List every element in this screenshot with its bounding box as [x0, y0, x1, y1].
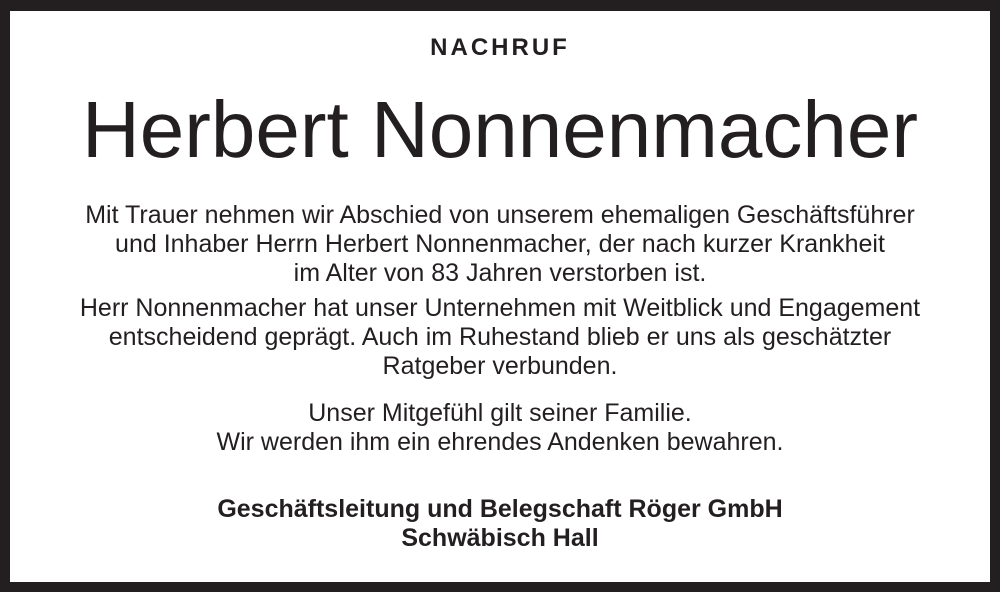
- obituary-line: im Alter von 83 Jahren verstorben ist.: [293, 259, 707, 287]
- obituary-paragraph-1: [85, 201, 915, 288]
- nachruf-label: NACHRUF: [430, 34, 570, 61]
- obituary-paragraph-3: [216, 399, 783, 457]
- signature-company-line: Geschäftsleitung und Belegschaft Röger GmbH: [217, 495, 783, 523]
- signature-block: [217, 495, 782, 553]
- obituary-line: Wir werden ihm ein ehrendes Andenken bewahren.: [216, 428, 784, 456]
- deceased-name: Herbert Nonnenmacher: [82, 85, 918, 174]
- obituary-line: Ratgeber verbunden.: [382, 352, 618, 380]
- obituary-line: und Inhaber Herrn Herbert Nonnenmacher, der nach kurzer Krankheit: [115, 230, 885, 258]
- obituary-line: Mit Trauer nehmen wir Abschied von unserem ehemaligen Geschäftsführer: [85, 201, 915, 229]
- obituary-line: Herr Nonnenmacher hat unser Unternehmen mit Weitblick und Engagement: [79, 294, 921, 322]
- signature-city-line: Schwäbisch Hall: [401, 524, 599, 552]
- obituary-line: Unser Mitgefühl gilt seiner Familie.: [308, 399, 692, 427]
- obituary-notice: [10, 11, 990, 582]
- obituary-line: entscheidend geprägt. Auch im Ruhestand blieb er uns als geschätzter: [108, 323, 892, 351]
- obituary-paragraph-2: [80, 294, 920, 381]
